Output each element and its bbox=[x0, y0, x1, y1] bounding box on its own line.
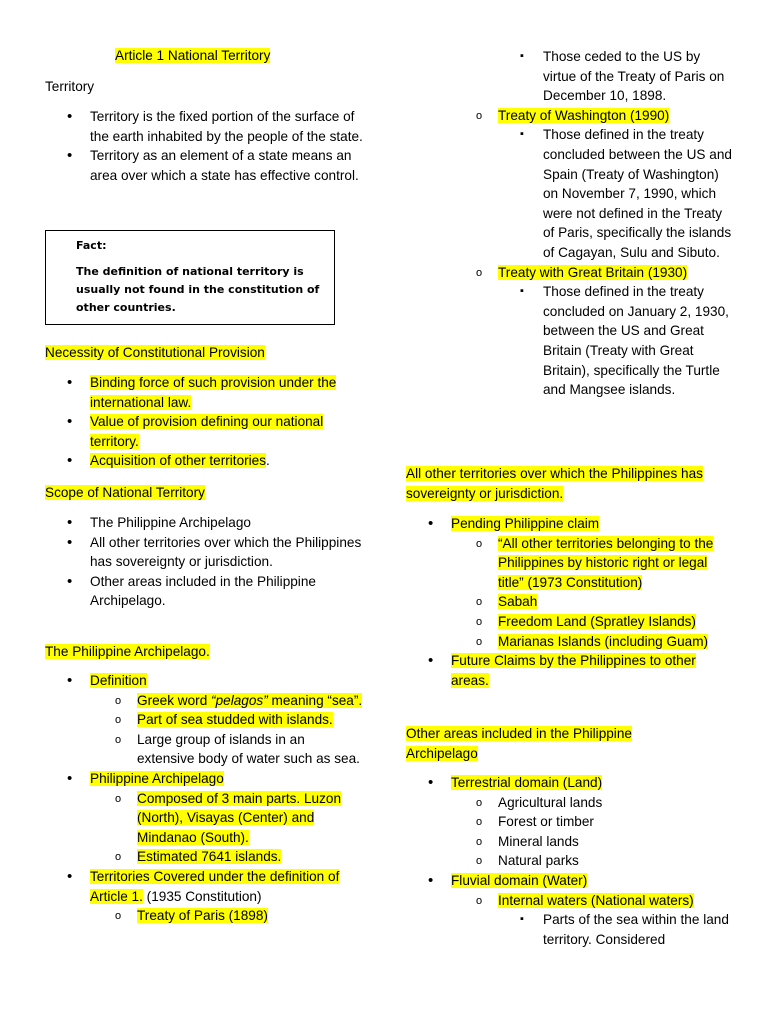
territory-list bbox=[45, 107, 365, 185]
list-item: • Other areas included in the Philippine Archipelago. bbox=[45, 572, 365, 611]
other-areas-heading: Other areas included in the Philippine Archipelago bbox=[406, 726, 632, 761]
list-item: o Part of sea studded with islands. bbox=[45, 710, 365, 730]
list-item: ▪ Those defined in the treaty concluded on January 2, 1930, between the US and Great Britain (Treaty with Great Britain), specifically the Turtle and Mangsee islands. bbox=[406, 282, 736, 400]
list-item: o Forest or timber bbox=[406, 812, 736, 832]
list-item: • Territory is the fixed portion of the surface of the earth inhabited by the people of the state. bbox=[45, 107, 365, 146]
list-item: • Definition bbox=[45, 671, 365, 691]
list-item: o Mineral lands bbox=[406, 832, 736, 852]
list-item: o Natural parks bbox=[406, 851, 736, 871]
treaty-list bbox=[406, 47, 736, 400]
fact-title: Fact: bbox=[76, 239, 107, 252]
list-item: o Large group of islands in an extensive body of water such as sea. bbox=[45, 730, 365, 769]
list-item: o Freedom Land (Spratley Islands) bbox=[406, 612, 736, 632]
fact-text: The definition of national territory is usually not found in the constitution of other countries. bbox=[76, 265, 320, 314]
list-item: • Pending Philippine claim bbox=[406, 514, 736, 534]
necessity-list bbox=[45, 373, 365, 471]
domain-list bbox=[406, 773, 736, 949]
list-item: • Territory as an element of a state means an area over which a state has effective control. bbox=[45, 146, 365, 185]
list-item: o Treaty of Washington (1990) bbox=[406, 106, 736, 126]
list-item: o Internal waters (National waters) bbox=[406, 891, 736, 911]
scope-heading: Scope of National Territory bbox=[45, 485, 205, 500]
list-item: • Binding force of such provision under the international law. bbox=[45, 373, 365, 412]
list-item: o Marianas Islands (including Guam) bbox=[406, 632, 736, 652]
list-item: • Value of provision defining our national territory. bbox=[45, 412, 365, 451]
list-item: o Agricultural lands bbox=[406, 793, 736, 813]
archipelago-heading: The Philippine Archipelago. bbox=[45, 644, 210, 659]
list-item: o Composed of 3 main parts. Luzon (North), Visayas (Center) and Mindanao (South). bbox=[45, 789, 365, 848]
list-item: o Estimated 7641 islands. bbox=[45, 847, 365, 867]
list-item: • Future Claims by the Philippines to other areas. bbox=[406, 651, 736, 690]
list-item: • All other territories over which the Philippines has sovereignty or jurisdiction. bbox=[45, 533, 365, 572]
list-item: • Territories Covered under the definition of Article 1. (1935 Constitution) bbox=[45, 867, 365, 906]
other-territories-heading: All other territories over which the Philippines has sovereignty or jurisdiction. bbox=[406, 466, 703, 501]
list-item: • Terrestrial domain (Land) bbox=[406, 773, 736, 793]
claims-list bbox=[406, 514, 736, 690]
territory-heading: Territory bbox=[45, 79, 95, 94]
list-item: o Greek word “pelagos” meaning “sea”. bbox=[45, 691, 365, 711]
list-item: o “All other territories belonging to the Philippines by historic right or legal title” (1973 Constitution) bbox=[406, 534, 736, 593]
archipelago-list bbox=[45, 671, 365, 926]
list-item: ▪ Parts of the sea within the land territory. Considered bbox=[406, 910, 736, 949]
list-item: o Treaty of Paris (1898) bbox=[45, 906, 365, 926]
list-item: • The Philippine Archipelago bbox=[45, 513, 365, 533]
fact-box bbox=[45, 230, 335, 325]
list-item: • Fluvial domain (Water) bbox=[406, 871, 736, 891]
list-item: • Acquisition of other territories. bbox=[45, 451, 365, 471]
list-item: ▪ Those defined in the treaty concluded between the US and Spain (Treaty of Washington) on November 7, 1990, which were not defined in the Treaty of Paris, specifically the islands of Cagayan, Sulu and Sibuto. bbox=[406, 125, 736, 262]
list-item: ▪ Those ceded to the US by virtue of the Treaty of Paris on December 10, 1898. bbox=[406, 47, 736, 106]
list-item: o Sabah bbox=[406, 592, 736, 612]
scope-list bbox=[45, 513, 365, 611]
list-item: • Philippine Archipelago bbox=[45, 769, 365, 789]
necessity-heading: Necessity of Constitutional Provision bbox=[45, 345, 265, 360]
page-title: Article 1 National Territory bbox=[115, 48, 271, 63]
list-item: o Treaty with Great Britain (1930) bbox=[406, 263, 736, 283]
